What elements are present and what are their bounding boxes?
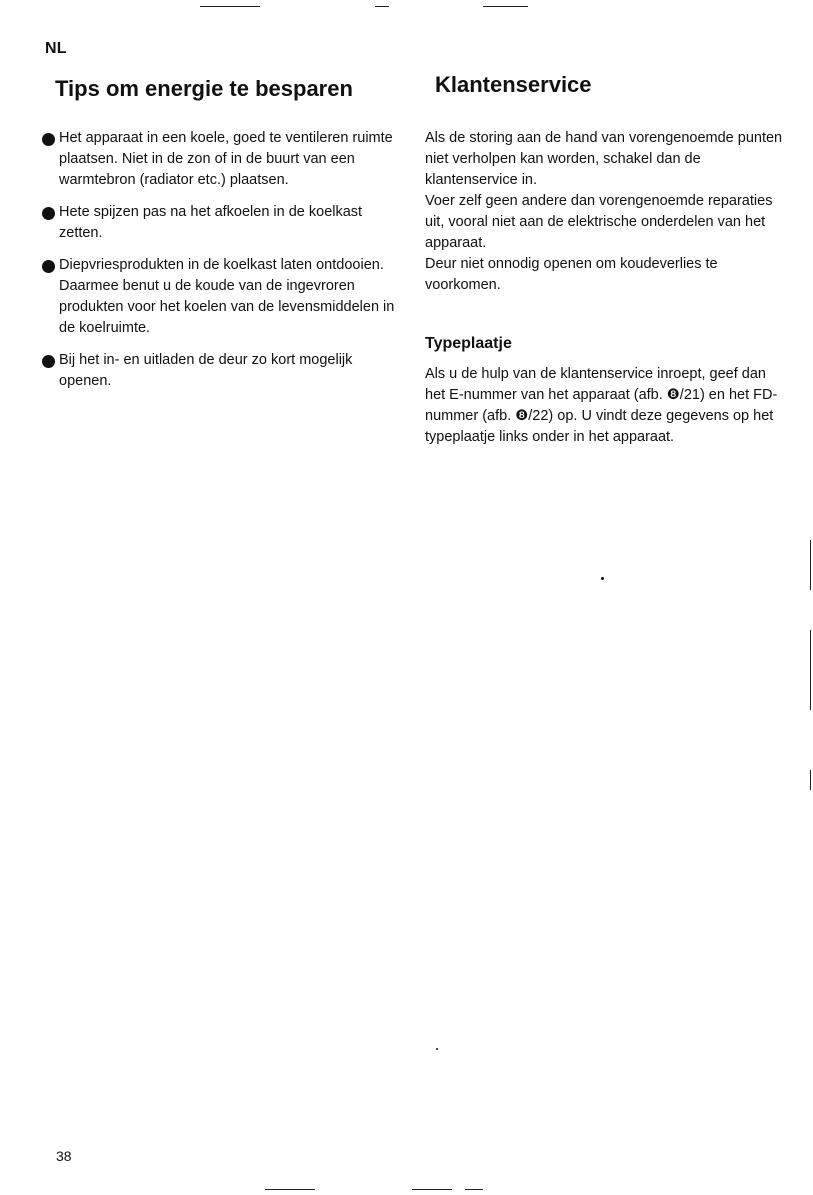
scan-line-edge	[810, 630, 811, 710]
bullet-icon	[42, 207, 55, 220]
scan-line-bottom	[265, 1189, 315, 1190]
scan-line-bottom	[465, 1189, 483, 1190]
page-number: 38	[56, 1148, 72, 1164]
energy-tips-list	[42, 128, 402, 392]
scan-dot	[601, 577, 604, 580]
service-paragraph: Deur niet onnodig openen om koudeverlies te voorkomen.	[425, 256, 718, 293]
type-plate-paragraph: Als u de hulp van de klantenservice inroept, geef dan het E-nummer van het apparaat (afb. ❽/21) en het FD-nummer (afb. ❽/22) op. U vindt deze gegevens op het typeplaatje links onder in het apparaat.	[425, 366, 778, 445]
scan-line-edge	[810, 540, 811, 590]
customer-service-section	[425, 128, 790, 448]
bullet-icon	[42, 133, 55, 146]
bullet-item	[42, 128, 402, 191]
scan-line-bottom	[412, 1189, 452, 1190]
bullet-text: Het apparaat in een koele, goed te ventileren ruimte plaatsen. Niet in de zon of in de buurt van een warmtebron (radiator etc.) plaatsen.	[59, 130, 393, 188]
scan-dot	[436, 1048, 438, 1050]
language-code: NL	[45, 40, 67, 57]
scan-line-edge	[810, 770, 811, 790]
bullet-icon	[42, 355, 55, 368]
energy-tips-heading: Tips om energie te besparen	[55, 76, 353, 101]
bullet-item	[42, 350, 402, 392]
scan-line-top	[483, 6, 528, 7]
bullet-icon	[42, 260, 55, 273]
bullet-text: Diepvriesprodukten in de koelkast laten ontdooien. Daarmee benut u de koude van de ingevroren produkten voor het koelen van de levensmiddelen in de koelruimte.	[59, 257, 395, 336]
bullet-item	[42, 202, 402, 244]
service-paragraph: Voer zelf geen andere dan vorengenoemde reparaties uit, vooral niet aan de elektrische onderdelen van het apparaat.	[425, 193, 773, 251]
bullet-item	[42, 255, 402, 339]
scan-line-top	[200, 6, 260, 7]
scan-line-top	[375, 6, 389, 7]
customer-service-heading: Klantenservice	[435, 72, 592, 97]
type-plate-subheading: Typeplaatje	[425, 335, 512, 352]
bullet-text: Hete spijzen pas na het afkoelen in de koelkast zetten.	[59, 204, 363, 241]
bullet-text: Bij het in- en uitladen de deur zo kort mogelijk openen.	[59, 352, 353, 389]
service-paragraph: Als de storing aan de hand van vorengenoemde punten niet verholpen kan worden, schakel dan de klantenservice in.	[425, 130, 783, 188]
